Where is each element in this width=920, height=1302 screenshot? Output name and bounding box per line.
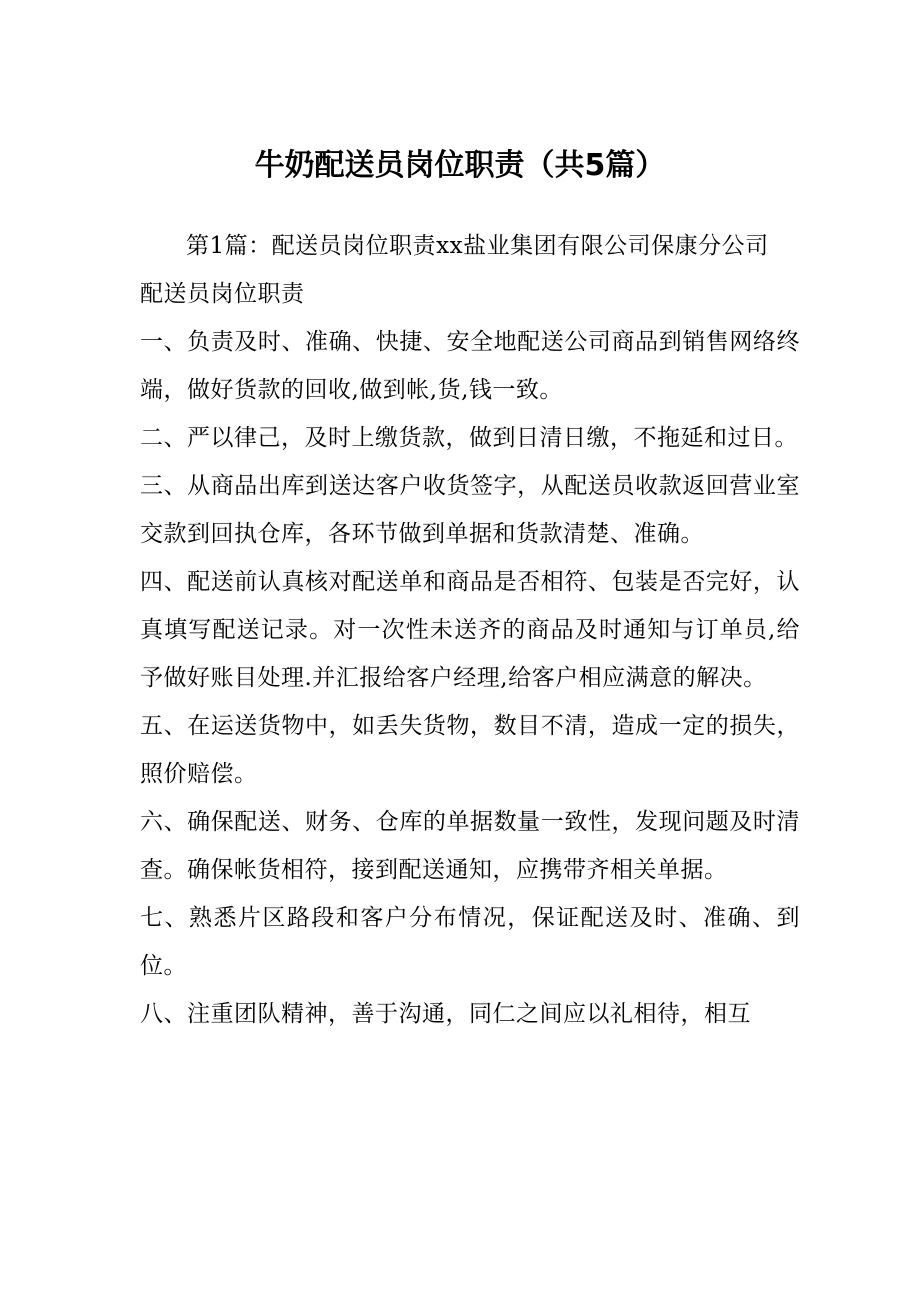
paragraph-item-4: 四、配送前认真核对配送单和商品是否相符、包装是否完好，认真填写配送记录。对一次性未送齐的商品及时通知与订单员,给予做好账目处理.并汇报给客户经理,给客户相应满意的解决。 bbox=[140, 569, 800, 691]
paragraph-item-5: 五、在运送货物中，如丢失货物，数目不清，造成一定的损失，照价赔偿。 bbox=[140, 713, 800, 787]
document-body bbox=[140, 222, 800, 1038]
paragraph-item-2: 二、严以律己，及时上缴货款，做到日清日缴，不拖延和过日。 bbox=[140, 425, 798, 451]
paragraph-item-1: 一、负责及时、准确、快捷、安全地配送公司商品到销售网络终端，做好货款的回收,做到帐,货,钱一致。 bbox=[140, 329, 800, 403]
document-title: 牛奶配送员岗位职责（共5篇） bbox=[254, 148, 666, 183]
paragraph-item-7: 七、熟悉片区路段和客户分布情况，保证配送及时、准确、到位。 bbox=[140, 905, 800, 979]
paragraph-item-3: 三、从商品出库到送达客户收货签字，从配送员收款返回营业室交款到回执仓库，各环节做到单据和货款清楚、准确。 bbox=[140, 473, 800, 547]
paragraph-item-6: 六、确保配送、财务、仓库的单据数量一致性，发现问题及时清查。确保帐货相符，接到配送通知，应携带齐相关单据。 bbox=[140, 809, 800, 883]
paragraph-intro: 第1篇：配送员岗位职责xx盐业集团有限公司保康分公司 bbox=[186, 233, 769, 259]
paragraph-heading: 配送员岗位职责 bbox=[140, 281, 305, 307]
paragraph-item-8: 八、注重团队精神，善于沟通，同仁之间应以礼相待，相互 bbox=[140, 1001, 751, 1027]
